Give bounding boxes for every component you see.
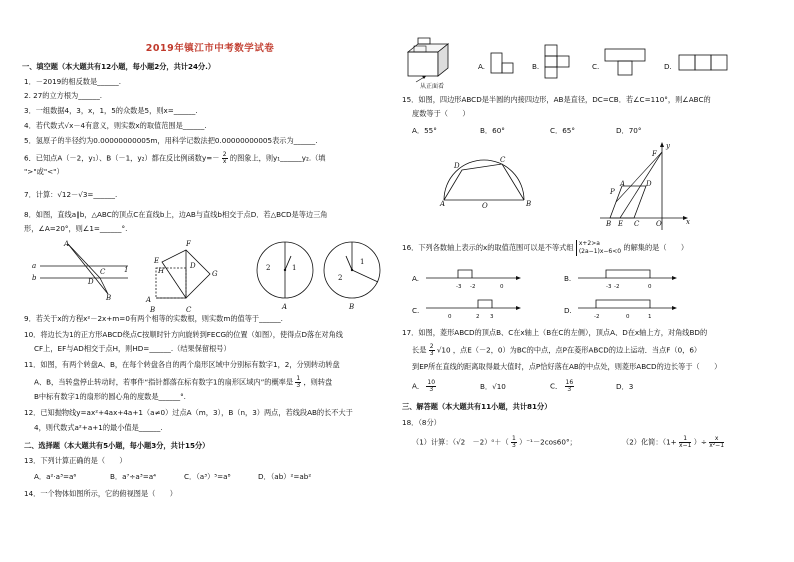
- fraction-10-over-3: [426, 380, 436, 393]
- denominator: 3: [296, 382, 301, 389]
- q18-part2-text-b: ）÷: [693, 437, 707, 447]
- question-8: 8．如图，直线a∥b，△ABC的顶点C在直线b上，边AB与直线b相交于点D．若△BCD是等边三角: [24, 210, 328, 219]
- q18-part1-text-b: ）⁻¹－2cos60°；: [519, 437, 577, 447]
- nl-A-tick-1: -3: [456, 284, 462, 290]
- question-13: 13．下列计算正确的是（ ）: [24, 456, 127, 465]
- fig17-label-y: y: [666, 142, 670, 150]
- denominator: 3: [429, 350, 434, 357]
- q14-option-C-shape: [604, 48, 648, 78]
- numberline-B: [578, 266, 678, 286]
- spinner-A: [255, 240, 315, 300]
- q16-option-B: B.: [564, 274, 572, 283]
- question-7: 7．计算：√12－√3=______.: [24, 190, 118, 199]
- fig17-label-A: A: [620, 180, 626, 188]
- question-16: [402, 240, 688, 256]
- q16-option-C: C.: [412, 306, 420, 315]
- nl-C-tick-3: 3: [490, 314, 494, 320]
- q15-option-A: A．55°: [412, 126, 437, 135]
- q14-option-A-shape: [490, 52, 520, 74]
- q14-option-A: A.: [478, 62, 486, 71]
- numerator: 1: [511, 435, 516, 442]
- fig10-label-F: F: [186, 240, 191, 248]
- numerator: x: [709, 436, 724, 443]
- nl-B-tick-3: 0: [648, 284, 652, 290]
- spinner-B-sector-2: 2: [338, 274, 343, 282]
- denominator: x²−1: [709, 442, 725, 449]
- fig10-label-A: A: [146, 296, 152, 304]
- nl-D-tick-3: 1: [648, 314, 652, 320]
- fig10-label-E: E: [154, 257, 160, 265]
- fig17-label-P: P: [610, 188, 615, 196]
- q14-option-D-shape: [678, 54, 730, 72]
- nl-C-tick-1: 0: [448, 314, 452, 320]
- spinner-B: [322, 240, 382, 300]
- question-6-cont: ">"或"<"）: [24, 167, 64, 176]
- question-6: [24, 152, 326, 165]
- fraction-16-over-3: [565, 380, 575, 393]
- question-6-text-b: 的图象上，则y₁______y₂.（填: [229, 153, 326, 163]
- fig17-label-O: O: [656, 220, 662, 228]
- nl-B-tick-1: -3: [606, 284, 612, 290]
- question-17-cont: [412, 344, 701, 357]
- question-4: 4．若代数式√x－4有意义，则实数x的取值范围是______.: [24, 121, 207, 130]
- root-10: √10: [436, 345, 451, 355]
- fig10-label-G: G: [212, 270, 218, 278]
- question-10: 10．将边长为1的正方形ABCD绕点C按顺时针方向旋转到FECG的位置（如图），使得点D落在对角线: [24, 330, 343, 339]
- question-1: 1．－2019的相反数是______.: [24, 77, 122, 86]
- question-15-cont: 度数等于（ ）: [412, 109, 470, 118]
- fig15-label-B: B: [526, 200, 532, 208]
- denominator: 3: [511, 442, 516, 449]
- nl-C-tick-2: 2: [476, 314, 480, 320]
- question-16-text-a: 16．下列各数轴上表示的x的取值范围可以是不等式组: [402, 243, 574, 252]
- question-17: 17．如图，菱形ABCD的顶点B、C在x轴上（B在C的左侧），顶点A、D在x轴上方，对角线BD的: [402, 328, 708, 337]
- fig8-label-A: A: [64, 240, 70, 248]
- q17-option-D: D．3: [616, 382, 634, 391]
- fig17-label-B: B: [606, 220, 612, 228]
- exam-title: 2019年镇江市中考数学试卷: [145, 43, 275, 54]
- nl-A-tick-2: -2: [470, 284, 476, 290]
- q17-option-C: [550, 380, 574, 393]
- fig17-label-x: x: [686, 218, 690, 226]
- question-5: 5．氢原子的半径约为0.00000000005m，用科学记数法把0.00000000005表示为______.: [24, 136, 318, 145]
- q15-option-B: B．60°: [480, 126, 505, 135]
- figure-q14-object: [404, 38, 464, 82]
- fig15-label-D: D: [454, 162, 460, 170]
- question-2: 2. 27的立方根为______.: [24, 91, 103, 100]
- q16-option-A: A.: [412, 274, 420, 283]
- question-15: 15．如图，四边形ABCD是半圆的内接四边形，AB是直径，DC=CB．若∠C=110°，则∠ABC的: [402, 95, 711, 104]
- spinner-B-label: B: [349, 303, 355, 311]
- nl-B-tick-2: -2: [614, 284, 620, 290]
- q14-option-B: B.: [532, 62, 540, 71]
- question-12: 12．已知抛物线y=ax²+4ax+4a+1（a≠0）过点A（m，3），B（n，3）两点，若线段AB的长不大于: [24, 408, 353, 417]
- fig17-label-E: E: [618, 220, 624, 228]
- numerator: 1: [296, 375, 301, 382]
- numerator: 2: [429, 343, 434, 350]
- q13-option-D: D．（ab）²=ab²: [258, 472, 312, 481]
- section-choice: 二、选择题（本大题共有5小题，每小题3分，共计15分）: [24, 441, 210, 450]
- q18-part2-text: （2）化简：（1+: [622, 437, 677, 447]
- q13-option-C: C．（a³）⁵=a⁸: [184, 472, 231, 481]
- question-12-cont: 4，则代数式a²+a+1的最小值是______.: [34, 423, 163, 432]
- fig15-label-A: A: [440, 200, 446, 208]
- fig10-label-B: B: [150, 306, 156, 314]
- question-14: 14．一个物体如图所示，它的俯视图是（ ）: [24, 489, 177, 498]
- fig17-label-C: C: [634, 220, 640, 228]
- fig8-label-B: B: [106, 294, 112, 302]
- q14-option-C: C.: [592, 62, 600, 71]
- inequality-system: [576, 240, 621, 256]
- numerator: 1: [679, 436, 691, 443]
- q16-option-D: D.: [564, 306, 572, 315]
- inequality-2: (2a−1)x−6<0: [578, 248, 622, 255]
- inequality-1: x+2>a: [578, 240, 600, 247]
- fraction-2-over-3: [429, 344, 435, 357]
- fig8-label-C: C: [100, 268, 106, 276]
- q17-option-A-letter: A．: [412, 381, 425, 391]
- q17-option-A: [412, 380, 436, 393]
- numerator: 2: [222, 151, 227, 158]
- q13-option-A: A．a²·a³=a⁶: [34, 472, 77, 481]
- denominator: x: [222, 158, 227, 165]
- question-18-part-2: [622, 436, 724, 449]
- spinner-A-sector-1: 1: [292, 264, 297, 272]
- fraction-1-over-x-1: [679, 436, 691, 449]
- fig8-label-b: b: [32, 274, 37, 282]
- numerator: 10: [427, 379, 436, 386]
- denominator: x−1: [679, 442, 692, 449]
- question-11-end: B中标有数字1的扇形的圆心角的度数是______°.: [34, 392, 186, 401]
- section-solve: 三、解答题（本大题共有11小题，共计81分）: [402, 402, 552, 411]
- fraction-x-over-x2-1: [709, 436, 724, 449]
- question-18: 18．（8分）: [402, 418, 441, 427]
- question-10-cont: CF上，EF与AD相交于点H，则HD=______.（结果保留根号）: [34, 344, 231, 353]
- nl-A-tick-3: 0: [500, 284, 504, 290]
- q14-option-B-shape: [544, 44, 574, 80]
- question-18-part-1: [412, 436, 577, 449]
- q13-option-B: B．a⁷÷a³=a⁴: [110, 472, 157, 481]
- fig10-label-C: C: [186, 306, 192, 314]
- question-3: 3．一组数据4，3，x，1，5的众数是5，则x=______.: [24, 106, 198, 115]
- fig8-label-1: 1: [124, 266, 129, 274]
- nl-D-tick-2: 0: [626, 314, 630, 320]
- fig15-label-O: O: [482, 202, 488, 210]
- spinner-B-sector-1: 1: [360, 258, 365, 266]
- fraction-1-over-3-b: [511, 436, 517, 449]
- question-8-cont: 形，∠A=20°，则∠1=______°.: [24, 224, 128, 233]
- fig10-label-H: H: [158, 267, 165, 275]
- figure-q8: [40, 238, 130, 308]
- fraction-2-over-x: [222, 152, 228, 165]
- q18-part1-text: （1）计算：（√2 －2）⁰＋（: [412, 437, 509, 447]
- fig10-label-D: D: [190, 262, 196, 270]
- numerator: 16: [565, 379, 574, 386]
- question-9: 9．若关于x的方程x²－2x+m=0有两个相等的实数根，则实数m的值等于______.: [24, 314, 283, 323]
- question-16-text-b: 的解集的是（ ）: [623, 243, 689, 252]
- question-17-text-b2: ，点E（－2，0）为BC的中点，点P在菱形ABCD的边上运动．当点F（0，6）: [452, 345, 702, 355]
- question-11-text: A、B，当转盘停止转动时，若事件“指针都落在标有数字1的扇形区域内”的概率是: [34, 377, 294, 387]
- spinner-A-label: A: [282, 303, 288, 311]
- nl-D-tick-1: -2: [594, 314, 600, 320]
- question-17-end: 到EP所在直线的距离取得最大值时，点P恰好落在AB的中点处，则菱形ABCD的边长等于（ ）: [412, 362, 722, 371]
- question-6-text-a: 6．已知点A（－2，y₁）、B（－1，y₂）都在反比例函数y=－: [24, 153, 220, 163]
- question-11-text-c: ，则转盘: [303, 377, 333, 387]
- front-view-arrow: [414, 74, 428, 84]
- fig8-label-D: D: [88, 278, 94, 286]
- question-11: 11．如图，有两个转盘A、B，在每个转盘各自的两个扇形区域中分别标有数字1，2，分别转动转盘: [24, 360, 340, 369]
- numberline-C: [426, 296, 522, 316]
- denominator: 3: [567, 386, 572, 393]
- q17-option-C-letter: C．: [550, 381, 563, 391]
- q14-option-D: D.: [664, 62, 672, 71]
- denominator: 3: [429, 386, 434, 393]
- fig17-label-F: F: [652, 150, 657, 158]
- q15-option-C: C．65°: [550, 126, 575, 135]
- fig15-label-C: C: [500, 156, 506, 164]
- fraction-1-over-3: [295, 376, 301, 389]
- question-17-text-b1: 长是: [412, 345, 427, 355]
- q17-option-B: B．√10: [480, 382, 506, 391]
- spinner-A-sector-2: 2: [266, 264, 271, 272]
- section-fill-in: 一、填空题（本大题共有12小题，每小题2分，共计24分.）: [22, 62, 216, 71]
- figure-q17: [600, 140, 690, 232]
- q15-option-D: D．70°: [616, 126, 642, 135]
- front-view-label: 从正面看: [420, 83, 445, 90]
- fig8-label-a: a: [32, 262, 37, 270]
- question-11-cont: [34, 376, 332, 389]
- fig17-label-D: D: [646, 180, 652, 188]
